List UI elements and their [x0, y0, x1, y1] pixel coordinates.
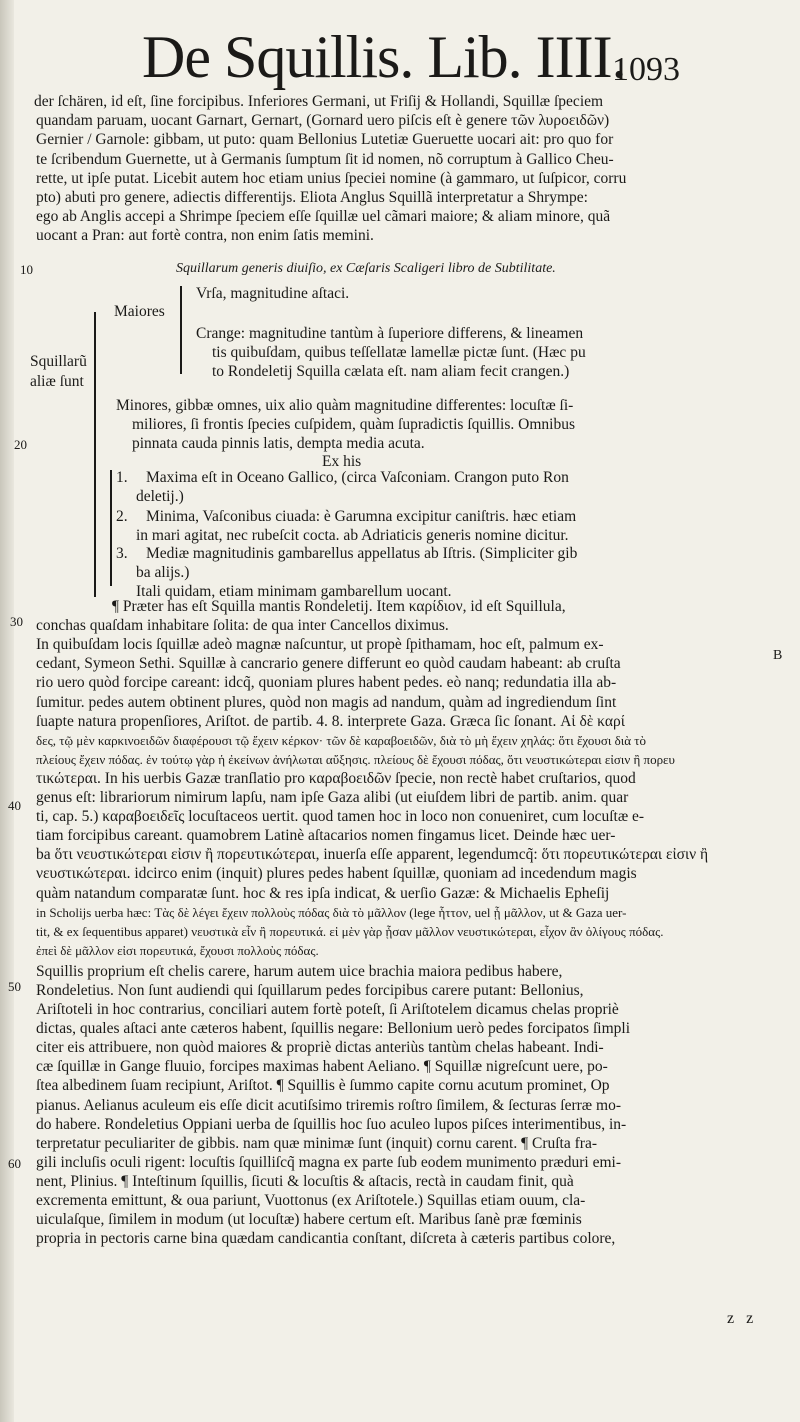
- text-line: Rondeletius. Non ſunt audiendi qui ſquillarum pedes forcipibus carere putant: Bellonius,: [36, 981, 584, 999]
- margin-letter: B: [773, 648, 783, 663]
- line-number: 60: [8, 1156, 21, 1171]
- line-number: 20: [14, 437, 27, 452]
- text-line: ba ὅτι νευστικώτεραι εἰσιν ἢ πορευτικώτεραι, inuerſa eſſe apparent, legendumcq̃: ὅτι πορευτικώτεραι εἰσιν ἢ: [36, 846, 709, 864]
- text-line: genus eſt: librariorum nimirum lapſu, nam ipſe Gaza alibi (ut eiuſdem libri de partib. anim. quar: [36, 789, 629, 806]
- line-number: 40: [8, 798, 21, 813]
- text-line: excrementa emittunt, & oua pariunt, Vuottonus (ex Ariſtotele.) Squillas etiam ouum, cla-: [36, 1192, 586, 1209]
- text-line: ti, cap. 5.) καραβοειδεῖς locuſtaceos uertit. quod tamen hoc in loco non conueniret, cum locuſtæ e-: [36, 808, 645, 826]
- root-label-2: aliæ ſunt: [30, 373, 84, 390]
- numbered-line: Mediæ magnitudinis gambarellus appellatus ab Iſtris. (Simpliciter gib: [146, 545, 578, 562]
- maiores-label: Maiores: [114, 303, 165, 320]
- minores-line: Minores, gibbæ omnes, uix alio quàm magnitudine differentes: locuſtæ ſi-: [116, 397, 574, 414]
- section-heading: Squillarum generis diuiſio, ex Cæſaris Scaligeri libro de Subtilitate.: [176, 261, 556, 276]
- item-number: 2.: [116, 508, 128, 525]
- text-line: νευστικώτεραι. idcirco enim (inquit) plures pedes habent ſquillæ, quoniam ad incedendum magis: [36, 865, 637, 883]
- minores-line: pinnata cauda pinnis latis, dempta media acuta.: [132, 435, 425, 452]
- text-line: terpretatur peculiariter de gibbis. nam quæ minimæ ſunt (inquit) cornu carent. ¶ Cruſta fra-: [36, 1134, 597, 1152]
- text-line: δες, τῷ μὲν καρκινοειδῶν διαφέρουσι τῷ ἔχειν κέρκον· τῶν δὲ καραβοειδῶν, διὰ τὸ μὴ ἔχειν χηλάς: ὅτι ἔχουσι διὰ τὸ: [36, 732, 647, 748]
- text-line: citer eis attribuere, non quòd maiores & propriè dictas anteriùs tantùm chelas habeant. Indi-: [36, 1039, 604, 1057]
- text-line: nent, Plinius. ¶ Inteſtinum ſquillis, ſicuti & locuſtis & aſtacis, rectà in caudam finit, quà: [36, 1172, 574, 1190]
- text-line: rio uero quòd forcipe careant: idcq̃, quoniam plures habent pedes. eò nanq; redundatia illa ab-: [36, 674, 617, 692]
- text-line: in Scholijs uerba hæc: Τὰς δὲ λέγει ἔχειν πολλοὺς πόδας διὰ τὸ μᾶλλον (lege ἧττον, uel ᾗ μᾶλλον, ut & Gaza uer-: [36, 904, 627, 920]
- text-line: Ariſtoteli in hoc contrarius, conciliari autem fortè poteſt, ſi Ariſtotelem dicamus chelas propriè: [36, 1001, 619, 1018]
- text-line: quàm natandum comparatæ ſunt. hoc & res ipſa indicat, & uerſio Gazæ: & Michaelis Epheſij: [36, 884, 610, 902]
- text-line: tit, & ex ſequentibus apparet) νευστικὰ εἶν ἢ πορευτικά. εἰ μὲν γὰρ ᾗσαν μᾶλλον νευστικώτεραι, εἶχον ἂν ὀλίγους πόδας.: [36, 923, 664, 939]
- running-title: De Squillis. Lib. IIII.: [142, 24, 626, 90]
- numbered-line: in mari agitat, nec rubeſcit cocta. ab Adriaticis generis nomine dicitur.: [136, 527, 569, 544]
- text-line: conchas quaſdam inhabitare ſolita: de qua inter Cancellos diximus.: [36, 617, 449, 635]
- text-line: dictas, quales aſtaci ante cæteros habent, ſquillis negare: Bellonium uerò pedes forcipatos ſimpli: [36, 1020, 630, 1038]
- text-line: Gernier / Garnole: gibbam, ut puto: quam Bellonius Lutetiæ Gueruette uocari ait: pro quo for: [36, 131, 614, 149]
- line-number: 10: [20, 262, 33, 277]
- text-line: gili incluſis oculi rigent: locuſtis ſquilliſcq̃ magna ex parte ſub eodem munimento præduri emi-: [36, 1153, 622, 1171]
- item-number: 3.: [116, 545, 128, 562]
- text-line: ἐπεὶ δὲ μᾶλλον εἰσι πορευτικά, ἔχουσι πολλοὺς πόδας.: [36, 942, 319, 958]
- numbered-line: deletij.): [136, 488, 184, 505]
- text-line: ſumitur. pedes autem obtinent plures, quòd non magis ad nandum, quàm ad ingrediendum ſint: [36, 693, 617, 711]
- text-line: cæ ſquillæ in Gange fluuio, forcipes maximas habent Aeliano. ¶ Squillæ nigreſcunt uere, po-: [36, 1058, 608, 1076]
- text-line: rette, ut ipſe putat. Licebit autem hoc etiam unius ſpeciei nomine (à gammaro, ut ſuſpicor, corru: [36, 169, 627, 187]
- text-line: propria in pectoris carne bina quædam candicantia conſtant, diſcreta à cæteris partibus colore,: [36, 1230, 616, 1248]
- text-line: der ſchären, id eſt, ſine forcipibus. Inferiores Germani, ut Friſij & Hollandi, Squillæ ſpeciem: [34, 93, 604, 110]
- numbered-line: ba alijs.): [136, 564, 190, 581]
- text-line: ſtea albedinem ſuam recipiunt, Ariſtot. ¶ Squillis è ſummo capite cornu acutum prominet, Op: [36, 1077, 610, 1095]
- text-line: ſuapte natura propenſiores, Ariſtot. de partib. 4. 8. interprete Gaza. Græca ſic ſonant. Αἱ δὲ καρί: [36, 712, 625, 730]
- page-gutter: [0, 0, 14, 1422]
- text-line: quandam paruam, uocant Garnart, Gernart, (Gornard uero piſcis eſt è genere τῶν λυροειδῶν): [36, 112, 610, 130]
- text-line: uiculaſque, ſimilem in modum (ut locuſtæ) habere certum eſt. Maribus ſanè præ fœminis: [36, 1211, 582, 1229]
- maiores-item: tis quibuſdam, quibus teſſellatæ lamellæ pictæ ſunt. (Hæc pu: [212, 344, 586, 361]
- text-line: ego ab Anglis accepi a Shrimpe ſpeciem eſſe ſquillæ uel cãmari maiore; & aliam minore, quã: [36, 208, 611, 226]
- text-line: τικώτεραι. In his uerbis Gazæ tranſlatio pro καραβοειδῶν ſpecie, non rectè habet cruſtarios, quod: [36, 769, 636, 787]
- item-number: 1.: [116, 469, 128, 486]
- itali-line: Itali quidam, etiam minimam gambarellum uocant.: [136, 583, 452, 600]
- text-line: te ſcribendum Guernette, ut à Germanis ſumptum ſit id nomen, nõ corruptum à Gallico Cheu-: [36, 150, 614, 168]
- text-line: ¶ Præter has eſt Squilla mantis Rondeletij. Item καρίδιον, id eſt Squillula,: [112, 598, 566, 615]
- text-line: do habere. Rondeletius Oppiani uerba de ſquillis hoc ſuo aculeo lupos piſces interimentibus, in-: [36, 1115, 627, 1133]
- text-line: pto) abuti pro genere, adiectis differentijs. Eliota Anglus Squillã interpretatur a Shrympe:: [36, 189, 588, 206]
- line-number: 50: [8, 979, 21, 994]
- root-label-1: Squillarũ: [30, 353, 87, 370]
- maiores-item: Crange: magnitudine tantùm à ſuperiore differens, & lineamen: [196, 325, 584, 342]
- signature-mark: z z: [727, 1310, 758, 1327]
- numbered-line: Maxima eſt in Oceano Gallico, (circa Vaſconiam. Crangon puto Ron: [146, 469, 569, 486]
- ex-his: Ex his: [322, 453, 362, 470]
- text-line: Squillis proprium eſt chelis carere, harum autem uice brachia maiora pedibus habere,: [36, 962, 563, 980]
- page-number: 1093: [612, 51, 680, 88]
- maiores-brace: [180, 286, 182, 374]
- line-number: 30: [10, 614, 23, 629]
- text-line: cedant, Symeon Sethi. Squillæ à cancrario genere differunt eo quòd caudam habeant: ab cruſta: [36, 655, 621, 673]
- numbered-brace: [110, 470, 112, 586]
- text-line: tiam forcipibus careant. quamobrem Latinè aſtacarios nomen fingamus licet. Deinde hæc uer-: [36, 827, 616, 845]
- maiores-item: to Rondeletij Squilla cælata eſt. nam aliam fecit crangen.): [212, 363, 570, 380]
- text-line: In quibuſdam locis ſquillæ adeò magnæ naſcuntur, ut propè ſpithamam, hoc eſt, palmum ex-: [36, 636, 604, 654]
- minores-line: miliores, ſi frontis ſpecies cuſpidem, quàm ſupradictis ſquillis. Omnibus: [132, 416, 575, 433]
- text-line: πλείους ἔχειν πόδας. ἐν τούτῳ γὰρ ἡ ἐκείνων ἀνήλωται αὔξησις. πλείους δὲ ἔχουσι πόδας, ὅτι νευστικώτεραι εἰσιν ἢ πορευ: [36, 751, 675, 767]
- maiores-item: Vrſa, magnitudine aſtaci.: [196, 285, 350, 302]
- numbered-line: Minima, Vaſconibus ciuada: è Garumna excipitur caniſtris. hæc etiam: [146, 508, 577, 525]
- text-line: uocant a Pran: aut fortè contra, non enim ſatis memini.: [36, 227, 374, 245]
- root-brace: [94, 312, 96, 597]
- text-line: pianus. Aelianus aculeum eis eſſe dicit acutiſsimo triremis roſtro ſimilem, & ſecturas ſerræ mo-: [36, 1096, 621, 1114]
